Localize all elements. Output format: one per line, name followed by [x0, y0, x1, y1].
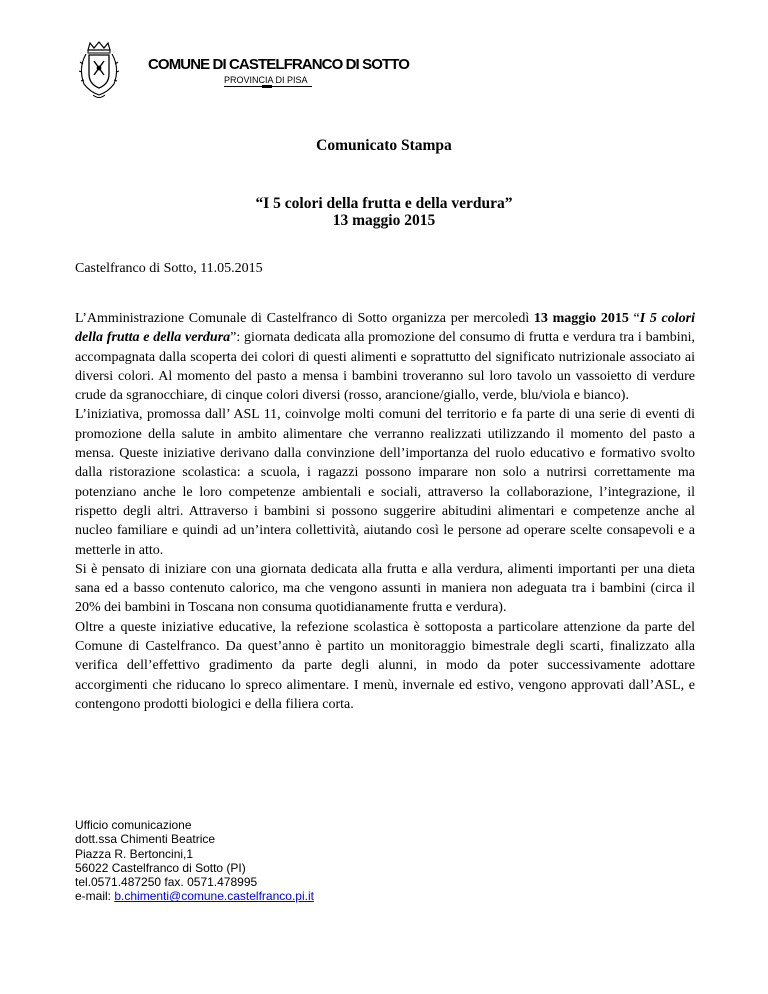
- contact-email-row: [75, 889, 314, 903]
- contact-office: Ufficio comunicazione: [75, 818, 192, 832]
- contact-street: Piazza R. Bertoncini,1: [75, 846, 194, 861]
- p1-date: 13 maggio 2015: [533, 311, 629, 326]
- p1-event-name: I 5 colori della frutta e della verdura: [75, 311, 695, 346]
- event-date: 13 maggio 2015: [332, 212, 436, 229]
- contact-phone: tel.0571.487250 fax. 0571.478995: [75, 875, 258, 890]
- province-name: PROVINCIA DI PISA: [224, 75, 308, 85]
- contact-city: 56022 Castelfranco di Sotto (PI): [75, 860, 246, 875]
- p1-rest: ”: giornata dedicata alla promozione del consumo di frutta e verdura tra i bambini, accompagnata dalla scoperta dei colori di questi alimenti e soprattutto del significato nutrizionale associato ai diversi colori. Al momento del pasto a mensa i bambini troveranno sul loro tavolo un vassoietto di verdure crude da sgranocchiare, di cinque colori diversi (rosso, arancione/giallo, verde, blu/viola e bianco).: [75, 330, 695, 404]
- contact-person: dott.ssa Chimenti Beatrice: [75, 832, 216, 847]
- event-name: “I 5 colori della frutta e della verdura”: [255, 195, 513, 212]
- contact-block: [75, 818, 314, 904]
- org-name: COMUNE DI CASTELFRANCO DI SOTTO: [148, 56, 409, 73]
- contact-email-link[interactable]: b.chimenti@comune.castelfranco.pi.it: [114, 889, 314, 904]
- p1-intro: L’Amministrazione Comunale di Castelfranco di Sotto organizza per mercoledì: [75, 311, 534, 326]
- body-paragraph-2: L’iniziativa, promossa dall’ ASL 11, coinvolge molti comuni del territorio e fa parte di una serie di eventi di promozione della salute in ambito alimentare che verranno realizzati utilizzando il momento del pasto a mensa. Queste iniziative derivano dalla convinzione dell’importanza del ruolo educativo e formativo svolto dalla ristorazione scolastica: a scuola, i ragazzi possono imparare non solo a nutrirsi correttamente ma potenziano anche le loro competenze ambientali e sociali, attraverso la collaborazione, l’integrazione, il rispetto degli altri. Attraverso i bambini si possono suggerire abitudini alimentari e competenze anche al nucleo familiare e quindi ad un’intera collettività, aiutando così le persone ad operare scelte consapevoli e a metterle in atto.: [75, 407, 695, 558]
- body-paragraph-3: Si è pensato di iniziare con una giornata dedicata alla frutta e alla verdura, alimenti importanti per una dieta sana ed a basso contenuto calorico, ma che vengono assunti in maniera non adeguata tra i bambini (circa il 20% dei bambini in Toscana non consuma quotidianamente frutta e verdura).: [75, 561, 695, 616]
- body-paragraph-1: [75, 309, 695, 405]
- p1-quote-open: “: [628, 311, 640, 326]
- municipal-crest-icon: [76, 40, 122, 102]
- press-release-body: [75, 309, 695, 714]
- body-paragraph-4: Oltre a queste iniziative educative, la refezione scolastica è sottoposta a particolare attenzione da parte del Comune di Castelfranco. Da quest’anno è partito un monitoraggio bimestrale degli scarti, finalizzato alla verifica dell’effettivo gradimento da parte degli alunni, in modo da poter successivamente adottare accorgimenti che riducano lo spreco alimentare. I menù, invernale ed estivo, vengono approvati dall’ASL, e contengono prodotti biologici e della filiera corta.: [75, 619, 695, 712]
- header-rule-mark: [262, 85, 272, 88]
- place-date: Castelfranco di Sotto, 11.05.2015: [75, 261, 263, 276]
- document-title: Comunicato Stampa: [316, 137, 452, 154]
- contact-email-label: e-mail:: [75, 889, 115, 904]
